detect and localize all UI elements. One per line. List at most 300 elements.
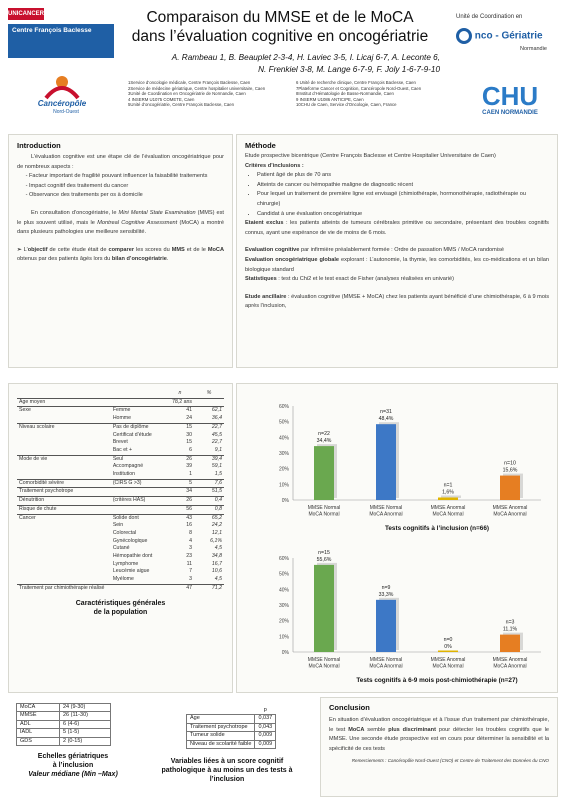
- y-tick-label: 40%: [278, 435, 289, 442]
- baclesse-logo: [8, 24, 114, 58]
- table-cell-p: 22,7: [194, 423, 224, 431]
- authors-line-2: N. Frenkiel 3-8, M. Lange 6-7-9, F. Joly 1-6-7-9-10: [258, 65, 440, 74]
- table-row: [17, 704, 111, 712]
- intro-paragraph-2: [17, 209, 224, 238]
- table-cell-sub: Solide dont: [111, 514, 166, 522]
- table-cell-p: 22,7: [211, 439, 222, 446]
- table-cell-n: 47: [166, 584, 194, 592]
- x-tick-label: MMSE Anormal MoCA Normal: [430, 657, 466, 670]
- table-cell-p: 34,8: [211, 553, 222, 560]
- table-cell-p: 0,8: [194, 505, 224, 514]
- table-row: [17, 576, 224, 584]
- affiliation-line: 9 INSERM U1086 ANTICIPE, Caen: [296, 96, 364, 102]
- table-cell-p: 6,1%: [210, 537, 222, 544]
- table-cell-cat: [17, 553, 111, 561]
- variable-p: 0,037: [255, 715, 276, 723]
- echelles-panel: [8, 697, 138, 792]
- chart-post-chemo: [241, 540, 555, 690]
- table-cell-n: 4: [189, 537, 192, 544]
- table-row: [17, 398, 224, 407]
- affiliations-left: [128, 80, 290, 108]
- table-row: [17, 584, 224, 592]
- table-cell-cat: Cancer: [17, 514, 111, 522]
- x-tick-label: MMSE Normal MoCA Normal: [307, 505, 341, 518]
- table-row: [17, 553, 224, 561]
- y-tick-label: 0%: [281, 498, 289, 504]
- table-cell-p: 1,5: [214, 471, 222, 478]
- table-cell-p: [194, 398, 224, 407]
- table-cell-cat: [17, 439, 111, 447]
- table-cell-cat: [17, 545, 111, 553]
- table-row: [17, 568, 224, 576]
- table-header-cell: [17, 390, 111, 398]
- table-cell-n: 16: [186, 522, 192, 529]
- scale-value: 24 (9-30): [60, 704, 111, 712]
- population-panel: [8, 383, 233, 693]
- y-tick-label: 50%: [278, 571, 289, 578]
- obj-text: de cette étude était de: [47, 246, 109, 253]
- table-cell-cat: Age moyen: [17, 398, 111, 407]
- methode-panel: [236, 134, 558, 368]
- unicancer-logo: UNICANCER: [8, 8, 44, 20]
- table-cell-sub: Seul: [111, 455, 166, 463]
- y-tick-label: 0%: [281, 650, 289, 656]
- x-tick-label: MMSE Anormal MoCA Anormal: [492, 505, 528, 518]
- table-cell-p: 36,4: [211, 415, 222, 422]
- evaluation-1: [245, 246, 549, 256]
- scale-value: 6 (4-6): [60, 720, 111, 728]
- y-tick-label: 50%: [278, 419, 289, 426]
- table-row: [17, 415, 224, 423]
- variables-table: [186, 707, 276, 749]
- table-cell-cat: [17, 447, 111, 455]
- table-row: [17, 432, 224, 440]
- scale-name: ADL: [17, 720, 60, 728]
- table-cell-sub: Leucémie aigue: [112, 568, 150, 575]
- table-row: [17, 463, 224, 471]
- table-cell-sub: Pas de diplôme: [111, 423, 166, 431]
- scale-name: GDS: [17, 737, 60, 745]
- table-cell-n: 26: [166, 455, 194, 463]
- table-cell-n: 56: [166, 505, 194, 514]
- acknowledgements: Remerciements : Cancéropôle Nord-Ouest (CNO) et Centre de Traitement des Données du CNO: [351, 758, 549, 764]
- echelles-table: [16, 703, 111, 746]
- table-cell-sub: (CIRS G >3): [111, 479, 166, 488]
- chart-title: Tests cognitifs à l’inclusion (n=66): [384, 525, 490, 532]
- obj-bold: objectif: [27, 246, 48, 253]
- table-cell-cat: Niveau scolaire: [17, 423, 111, 431]
- table-cell-cat: [17, 415, 111, 423]
- anc-text: : évaluation cognitive (MMSE + MoCA) chez les patients ayant bénéficié d’une chimiothérapie, 6 à 9 mois après l’inclusion,: [245, 293, 549, 310]
- obj-bold: bilan d’oncogériatrie: [111, 256, 167, 263]
- bar: [500, 635, 520, 652]
- eval1-text: par infirmière préalablement formée : Ordre de passation MMS / MoCA randomisé: [299, 247, 504, 254]
- table-cell-n: 34: [166, 488, 194, 497]
- variable-name: Traitement psychotrope: [187, 723, 255, 731]
- bar-label-percent: 48,4%: [378, 416, 394, 423]
- table-cell-sub: [111, 505, 166, 514]
- affiliation-line: 1Service d’oncologie médicale, Centre François Baclesse, Caen: [128, 80, 251, 85]
- x-tick-label: MMSE Normal MoCA Normal: [307, 657, 341, 670]
- bar-label-percent: 1,6%: [442, 489, 454, 496]
- x-tick-label: MMSE Anormal MoCA Normal: [430, 505, 466, 518]
- criteria-item: • Candidat à une évaluation oncogériatrique: [257, 210, 549, 220]
- table-cell-p: 4,5: [214, 545, 222, 552]
- table-cell-cat: Traitement psychotrope: [17, 488, 111, 497]
- table-cell-p: 45,5: [211, 431, 222, 438]
- table-row: [17, 712, 111, 720]
- variable-p: 0,009: [255, 740, 276, 748]
- obj-text: les scores du: [134, 246, 172, 253]
- bar: [314, 565, 334, 652]
- intro-bullets: [17, 172, 224, 201]
- chart-title: Tests cognitifs à 6-9 mois post-chimiothérapie (n=27): [356, 677, 518, 684]
- bar-label-percent: 55,6%: [316, 556, 332, 563]
- obj-bold: MoCA: [207, 246, 224, 253]
- concl-text: pour détecter les troubles cognitifs que le MMSE. Une seconde étude prospective est en cours pour déterminer la sensibilité et la spécificité de ces tests: [329, 726, 550, 752]
- bar-label-percent: 0%: [444, 644, 452, 650]
- variable-p: 0,009: [255, 732, 276, 740]
- chu-logo-sub: CAEN NORMANDIE: [482, 110, 538, 116]
- intro-p2-mmse: Mini Mental State Examination: [118, 209, 196, 216]
- table-cell-sub: [111, 584, 166, 592]
- table-cell-n: 11: [186, 560, 192, 567]
- table-cell-n: 78,2 ans: [166, 398, 194, 407]
- eval1-label: Evaluation cognitive: [245, 247, 300, 254]
- evaluation-2: [245, 256, 549, 275]
- table-cell-sub: Homme: [112, 415, 131, 422]
- x-tick-label: MMSE Anormal MoCA Anormal: [492, 657, 528, 670]
- table-cell-p: 65,2: [194, 514, 224, 522]
- table-cell-cat: [17, 522, 111, 530]
- table-cell-sub: Colorectal: [112, 529, 137, 536]
- title-line-1: Comparaison du MMSE et de le MoCA: [146, 9, 414, 26]
- title-line-2: dans l’évaluation cognitive en oncogériatrie: [131, 28, 429, 45]
- exclusion-text: : les patients atteints de tumeurs cérébrales primitive ou secondaire, présentant des troubles cognitifs connus, ayant une espérance de vie de moins de 6 mois.: [245, 220, 549, 236]
- population-caption-2: de la population: [93, 608, 148, 616]
- baclesse-logo-text: Centre François Baclesse: [12, 27, 92, 34]
- conclusion-text: [329, 716, 549, 754]
- y-tick-label: 40%: [278, 587, 289, 594]
- obj-text: obtenus par des patients âgés lors du: [17, 256, 112, 263]
- table-cell-sub: Bac et +: [112, 446, 132, 453]
- table-row: [187, 715, 276, 723]
- table-cell-n: 41: [166, 407, 194, 415]
- bar-label-n: n=31: [380, 409, 392, 416]
- table-row: [17, 545, 224, 553]
- table-cell-p: 4,5: [214, 576, 222, 583]
- y-tick-label: 30%: [278, 451, 289, 457]
- variable-name: Tumeur solide: [187, 732, 255, 740]
- table-cell-n: 23: [186, 553, 192, 560]
- scale-name: MMSE: [17, 712, 60, 720]
- table-cell-sub: Myélome: [112, 576, 134, 583]
- intro-bullet: - Impact cognitif des traitement du cancer: [29, 182, 224, 192]
- exclusion-label: Etaient exclus: [245, 220, 284, 227]
- table-row: [17, 455, 224, 463]
- stat-label: Statistiques: [245, 276, 277, 283]
- table-row: [17, 439, 224, 447]
- table-cell-p: 51,5: [194, 488, 224, 497]
- table-cell-cat: [17, 471, 111, 479]
- table-cell-sub: Cutané: [112, 545, 130, 552]
- intro-bullet: - Facteur important de fragilité pouvant influencer la faisabilité traitements: [29, 172, 224, 182]
- affiliation-line: 7Plateforme Cancer et Cognition, Cancéropole Nord-Ouest, Caen: [296, 85, 422, 91]
- table-cell-n: 15: [166, 423, 194, 431]
- obj-text: .: [166, 256, 169, 263]
- conclusion-title: Conclusion: [329, 703, 370, 712]
- table-cell-cat: Mode de vie: [17, 455, 111, 463]
- concl-text: En situation d’évaluation oncogériatrique et à l’issue d’un traitement par chimiothérapie, le test: [329, 717, 549, 733]
- table-header-p: p: [263, 707, 267, 713]
- table-cell-p: 24,2: [211, 522, 222, 529]
- variables-caption: [142, 757, 312, 784]
- table-cell-sub: Femme: [111, 407, 166, 415]
- table-cell-cat: [17, 576, 111, 584]
- bar: [376, 600, 396, 652]
- table-cell-cat: Traitement par chimiothérapie réalisé: [17, 584, 111, 592]
- bar-label-percent: 15,6%: [502, 467, 518, 474]
- population-caption-1: Caractéristiques générales: [75, 599, 166, 607]
- echelles-caption-2: à l’inclusion: [52, 762, 94, 770]
- intro-p2-moca: Montreal Cognitive Assessment: [97, 219, 178, 226]
- affiliation-line: 5Unité d’oncogériatrie, Centre François Baclesse, Caen: [128, 102, 235, 108]
- table-row: [17, 737, 111, 745]
- table-header-p: %: [206, 390, 212, 396]
- bar: [376, 424, 396, 500]
- table-row: [17, 488, 224, 497]
- population-table: [17, 390, 224, 593]
- table-cell-sub: Brevet: [112, 439, 128, 446]
- table-row: [187, 723, 276, 731]
- stat-text: : test du Chi2 et le test exact de Fisher (analyses réalisées en univarié): [276, 276, 454, 283]
- intro-p2-text: (MMS) est le plus souvent utilisé, mais le: [17, 209, 224, 226]
- affiliations-right: [296, 80, 456, 108]
- intro-objective: [17, 246, 224, 265]
- table-cell-n: 7: [189, 568, 192, 575]
- eval2-text: explorant : L’autonomie, la thymie, les comorbidités, les co-médications et un bilan biologique standard: [245, 256, 549, 273]
- bar: [314, 446, 334, 500]
- echelles-caption: [8, 752, 138, 779]
- table-row: [187, 732, 276, 740]
- table-cell-sub: Sein: [112, 522, 124, 529]
- variables-caption-3: l’inclusion: [209, 776, 245, 784]
- poster-title: [120, 8, 440, 46]
- intro-paragraph-1: L’évaluation cognitive est une étape clé de l’évaluation oncogériatrique pour de nombreux aspects :: [17, 154, 224, 170]
- table-cell-n: 26: [166, 497, 194, 506]
- bar: [438, 497, 458, 500]
- table-cell-cat: [17, 432, 111, 440]
- table-cell-sub: Accompagné: [112, 463, 144, 470]
- authors-line-1: A. Rambeau 1, B. Beauplet 2-3-4, H. Laviec 3-5, I. Licaj 6-7, A. Leconte 6,: [171, 53, 440, 62]
- table-cell-p: 10,6: [211, 568, 222, 575]
- table-cell-n: 6: [189, 446, 192, 453]
- obj-text: L’: [23, 246, 28, 253]
- table-row: [17, 447, 224, 455]
- variables-caption-1: Variables liées à un score cognitif: [170, 758, 284, 766]
- bar-label-percent: 34,4%: [316, 438, 332, 445]
- affiliation-line: 10CHU de Caen, Service d’Oncologie, Caen, France: [296, 102, 397, 108]
- table-header-row: [17, 390, 224, 398]
- table-cell-p: 7,6: [194, 479, 224, 488]
- bar: [500, 476, 520, 500]
- table-cell-n: 1: [189, 471, 192, 478]
- authors: [130, 52, 440, 76]
- y-tick-label: 30%: [278, 603, 289, 609]
- ucog-o-icon: [456, 28, 472, 44]
- conclusion-panel: [320, 697, 558, 797]
- table-row: [17, 729, 111, 737]
- affiliation-line: 2Service de médecine gériatrique, Centre hospitalier universitaire, Caen: [128, 85, 266, 91]
- table-cell-n: 43: [166, 514, 194, 522]
- table-cell-n: 3: [189, 576, 192, 583]
- introduction-title: Introduction: [17, 141, 61, 150]
- ucog-logo-name: nco - Gériatrie: [474, 30, 543, 42]
- bar-label-n: n=15: [318, 549, 330, 556]
- table-cell-n: 24: [186, 415, 192, 422]
- x-tick-label: MMSE Normal MoCA Anormal: [369, 505, 403, 518]
- eval2-label: Evaluation oncogériatrique globale: [245, 256, 340, 263]
- table-cell-n: 5: [166, 479, 194, 488]
- table-header-n: n: [178, 390, 182, 396]
- affiliation-line: 8Institut d’Hématologie de Basse-Normandie, Caen: [296, 91, 394, 97]
- statistics: [245, 275, 549, 285]
- anc-label: Etude ancillaire: [245, 293, 287, 300]
- bar-label-percent: 33,3%: [378, 591, 394, 598]
- table-cell-p: 59,1: [211, 463, 222, 470]
- charts-panel: [236, 383, 558, 693]
- table-cell-n: 39: [186, 463, 192, 470]
- table-cell-cat: Sexe: [17, 407, 111, 415]
- affiliation-line: 3Unité de Coordination en Oncogériatrie de Normandie, Caen: [128, 91, 246, 97]
- table-cell-sub: (critères HAS): [111, 497, 166, 506]
- table-cell-n: 15: [186, 439, 192, 446]
- table-cell-cat: Dénutrition: [17, 497, 111, 506]
- table-cell-p: 39,4: [194, 455, 224, 463]
- scale-name: IADL: [17, 729, 60, 737]
- table-header-row: [187, 707, 276, 715]
- table-cell-sub: Institution: [112, 471, 136, 478]
- canceropole-sub: Nord-Ouest: [53, 109, 79, 114]
- table-cell-p: 9,1: [214, 446, 222, 453]
- bar-label-n: n=0: [443, 637, 453, 643]
- bar-label-n: n=9: [381, 584, 391, 591]
- criteria-label: Critères d’inclusions :: [245, 162, 304, 169]
- ancillary: [245, 293, 549, 312]
- table-row: [17, 522, 224, 530]
- table-cell-n: 30: [186, 431, 192, 438]
- table-row: [17, 538, 224, 546]
- criteria-item: • Pour lequel un traitement de première ligne est envisagé (chimiothérapie, hormonothérapie, radiothérapie ou chirurgie): [257, 190, 549, 209]
- introduction-panel: [8, 134, 233, 368]
- table-header-cell: [187, 707, 255, 715]
- variables-caption-2: pathologique à au moins un des tests à: [161, 767, 293, 775]
- objective-arrow-icon: ➢: [17, 246, 24, 253]
- y-tick-label: 10%: [278, 482, 289, 489]
- intro-bullet: - Observance des traitements per os à domicile: [29, 191, 224, 201]
- obj-text: et de le: [184, 246, 208, 253]
- y-tick-label: 10%: [278, 634, 289, 641]
- table-row: [187, 740, 276, 748]
- table-cell-cat: Risque de chute: [17, 505, 111, 514]
- intro-p2-text: (MoCA) a montré dans plusieurs pathologies une meilleure sensibilité.: [17, 219, 224, 236]
- y-tick-label: 20%: [278, 466, 289, 473]
- bar-label-percent: 11,1%: [502, 626, 518, 633]
- echelles-caption-1: Echelles gériatriques: [37, 753, 109, 761]
- variable-p: 0,043: [255, 723, 276, 731]
- obj-bold: MMS: [171, 246, 185, 253]
- concl-bold: plus discriminant: [388, 726, 436, 733]
- scale-value: 5 (1-5): [60, 729, 111, 737]
- scale-value: 26 (11-30): [60, 712, 111, 720]
- table-row: [17, 423, 224, 431]
- table-cell-n: 8: [189, 529, 192, 536]
- bar-label-n: n=22: [318, 431, 330, 438]
- canceropole-logo: [26, 68, 98, 114]
- table-row: [17, 497, 224, 506]
- bar-label-n: n=1: [443, 482, 453, 489]
- table-row: [17, 505, 224, 514]
- table-cell-sub: Lymphome: [112, 560, 139, 567]
- table-cell-p: 0,4: [194, 497, 224, 506]
- table-cell-sub: [111, 488, 166, 497]
- variable-name: Niveau de scolarité faible: [187, 740, 255, 748]
- table-row: [17, 407, 224, 415]
- bar: [438, 651, 458, 653]
- obj-bold: comparer: [108, 246, 134, 253]
- table-cell-p: 71,2: [194, 584, 224, 592]
- affiliation-line: 6 Unité de recherche clinique, Centre François Baclesse, Caen: [296, 80, 416, 85]
- table-cell-sub: Gynécologique: [112, 537, 148, 544]
- y-tick-label: 60%: [278, 404, 289, 410]
- canceropole-figure-icon: [26, 68, 98, 114]
- criteria-item: • Patient âgé de plus de 70 ans: [257, 171, 549, 181]
- bar-label-n: n=3: [505, 619, 515, 626]
- canceropole-name: Cancéropôle: [37, 99, 87, 108]
- bar-label-n: n=10: [504, 460, 516, 467]
- chu-logo: [470, 82, 550, 126]
- table-cell-sub: Hémopathie dont: [112, 553, 153, 560]
- methode-line-1: Etude prospective bicentrique (Centre François Baclesse et Centre Hospitalier Universitaire de Caen): [245, 153, 496, 159]
- table-row: [17, 720, 111, 728]
- affiliation-line: 4 INSERM U1075 COMETE, Caen: [128, 96, 195, 102]
- variable-name: Age: [187, 715, 255, 723]
- ucog-logo-region: Normandie: [520, 46, 547, 52]
- intro-p2-text: En consultation d’oncogériatrie, le: [31, 209, 119, 216]
- methode-title: Méthode: [245, 141, 276, 150]
- chu-logo-name: CHU: [481, 81, 539, 111]
- table-row: [17, 514, 224, 522]
- table-cell-cat: [17, 530, 111, 538]
- criteria-item: • Atteints de cancer ou hémopathie maligne de diagnostic récent: [257, 181, 549, 191]
- table-row: [17, 479, 224, 488]
- table-header-cell: [111, 390, 166, 398]
- table-cell-cat: [17, 538, 111, 546]
- criteria-list: [245, 171, 549, 219]
- ucog-logo: [456, 28, 564, 48]
- table-cell-p: 16,7: [211, 560, 222, 567]
- ucog-logo-text: Unité de Coordination en: [456, 14, 523, 20]
- concl-bold: MoCA: [348, 726, 365, 733]
- table-row: [17, 471, 224, 479]
- table-cell-cat: [17, 561, 111, 569]
- y-tick-label: 20%: [278, 618, 289, 625]
- table-row: [17, 530, 224, 538]
- table-cell-cat: [17, 463, 111, 471]
- table-cell-sub: [111, 398, 166, 407]
- concl-text: semble: [364, 726, 389, 733]
- table-cell-cat: Comorbidité sévère: [17, 479, 111, 488]
